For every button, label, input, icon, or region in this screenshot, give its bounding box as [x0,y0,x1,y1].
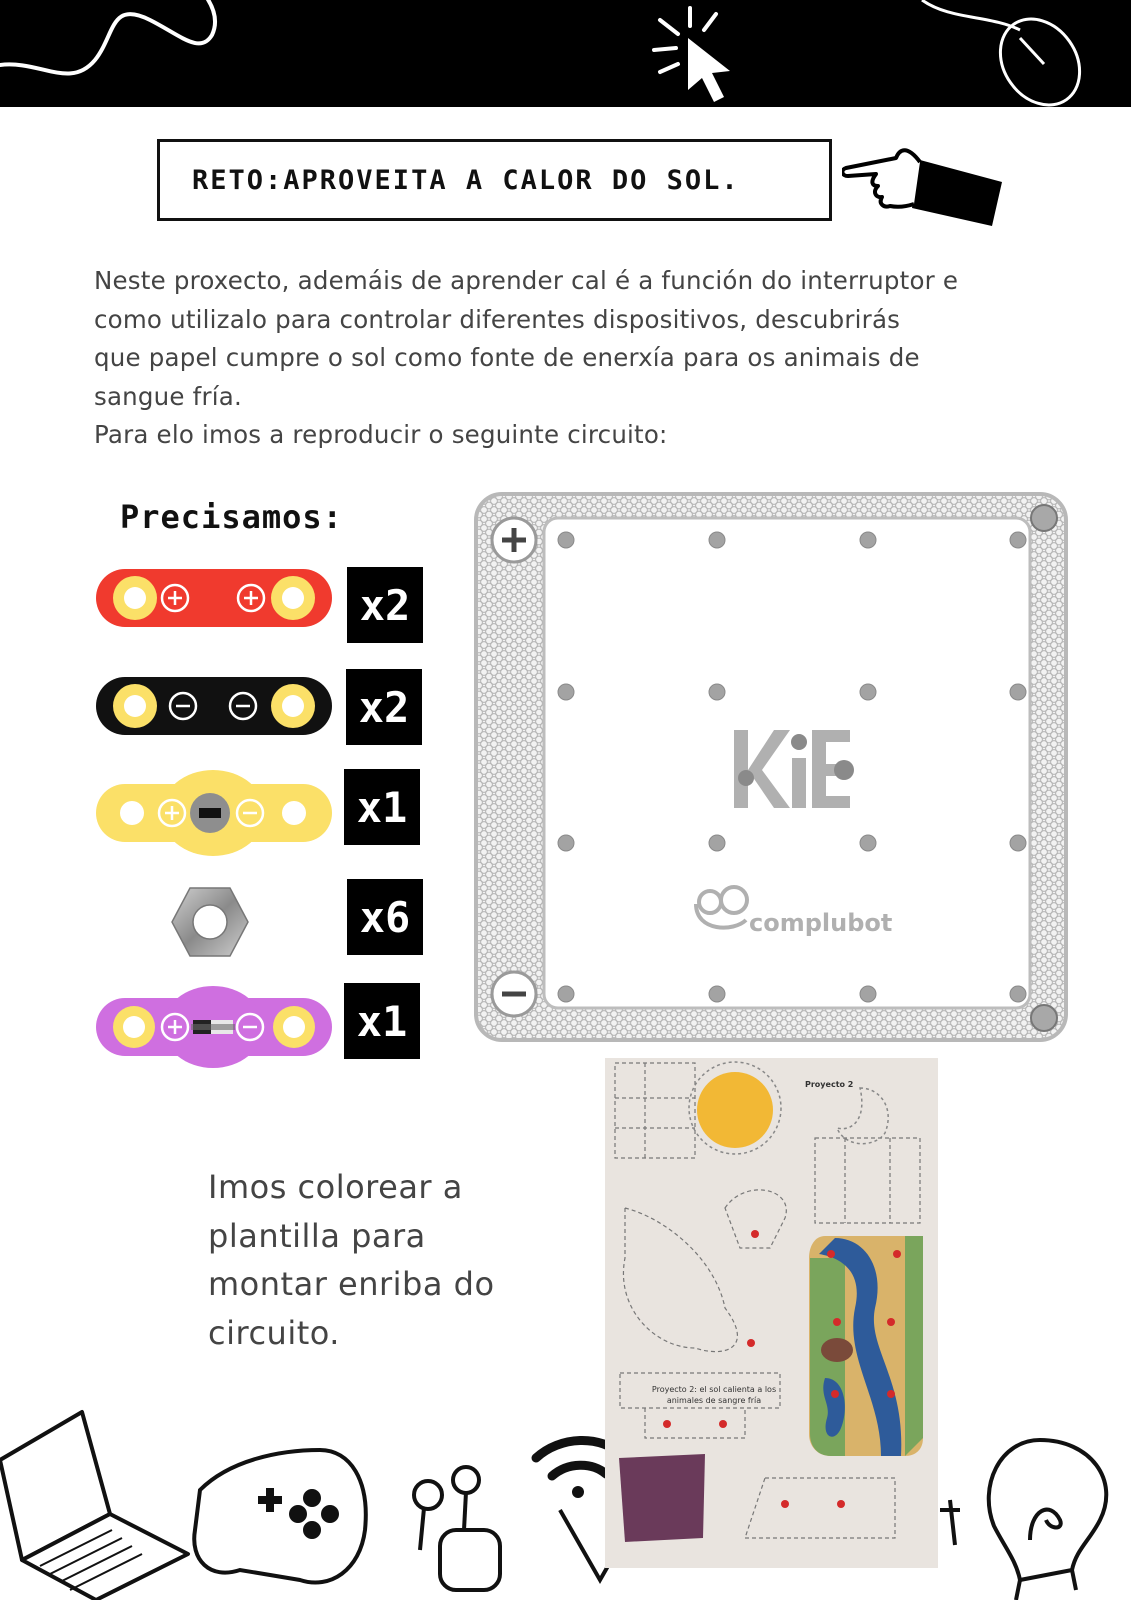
nut-icon [170,886,250,958]
intro-line: que papel cumpre o sol como fonte de enerxía para os animais de [94,343,920,372]
coloring-text [208,1163,495,1357]
mouse-icon [922,0,1096,107]
cursor-icon [654,8,730,102]
kie-board [474,492,1070,1044]
photo-caption: Proyecto 2: el sol calienta a los animales de sangre fría [651,1385,777,1405]
quantity-badge: x2 [347,567,423,643]
yellow-switch-icon [95,770,335,856]
coloring-line: montar enriba do [208,1265,495,1303]
sun-icon [689,1062,781,1154]
intro-line: sangue fría. [94,381,242,411]
template-illustration [605,1058,938,1568]
intro-line: Neste proxecto, ademáis de aprender cal é a función do interruptor e [94,266,959,295]
earbuds-icon [414,1467,500,1590]
coloring-line: Imos colorear a [208,1168,463,1206]
quantity-badge: x2 [346,669,422,745]
bottom-doodles [0,1380,1131,1600]
banner-doodles [0,0,1131,107]
board-brand-text: complubot [749,909,893,937]
template-photo [605,1058,938,1568]
laptop-icon [0,1412,188,1600]
gamepad-icon [194,1450,366,1583]
intro-line: Para elo imos a reproducir o seguinte circuito: [94,420,668,449]
red-connector-icon [95,568,335,630]
pointing-hand-icon [842,142,1012,232]
page-title: RETO:APROVEITA A CALOR DO SOL. [192,164,740,196]
coloring-line: circuito. [208,1313,340,1352]
river-panel [809,1236,923,1456]
lightbulb-icon [989,1440,1107,1600]
materials-heading: Precisamos: [120,498,343,536]
top-banner [0,0,1131,107]
intro-line: como utilizalo para controlar diferentes dispositivos, descubrirás [94,304,901,334]
quantity-badge: x1 [344,983,420,1059]
coloring-line: plantilla para [208,1216,426,1255]
intro-text [94,262,1074,455]
quantity-badge: x6 [347,879,423,955]
title-box [157,139,832,221]
black-connector-icon [95,676,335,738]
purple-module-icon [95,986,335,1068]
photo-header: Proyecto 2 [805,1080,854,1089]
quantity-badge: x1 [344,769,420,845]
